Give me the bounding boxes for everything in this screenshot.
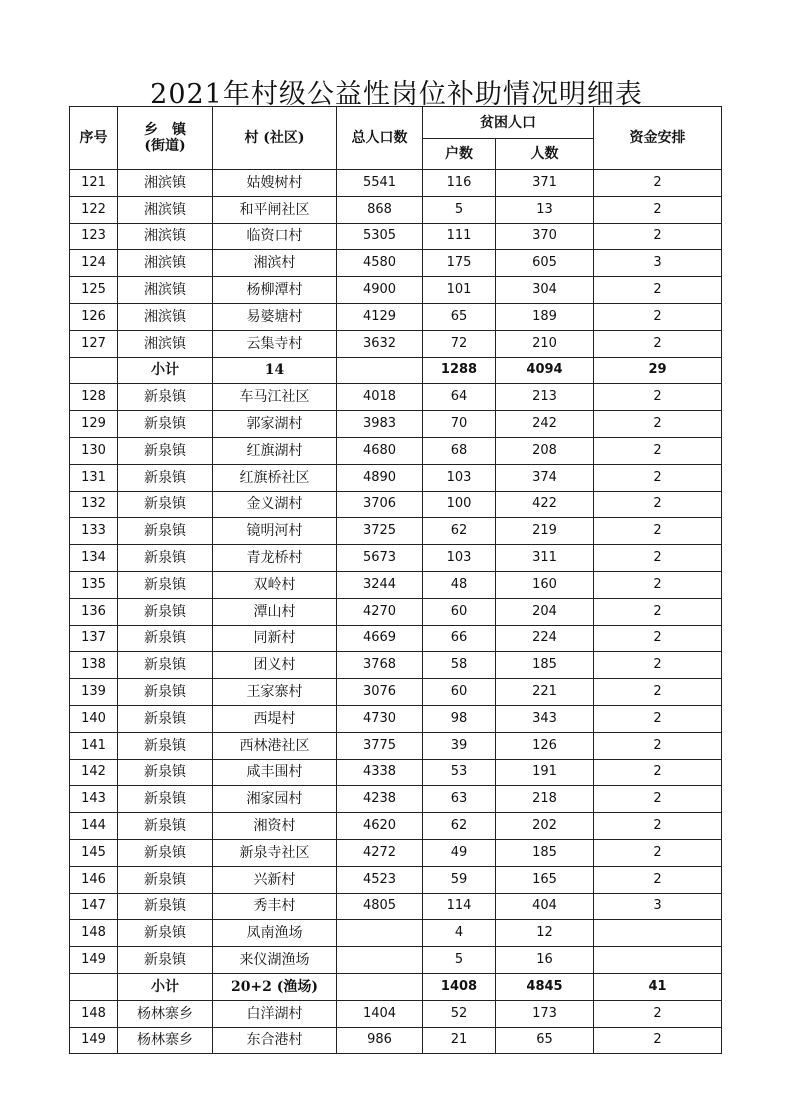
cell-seq: 144: [70, 813, 118, 840]
cell-funding: 2: [594, 625, 722, 652]
table-row: [70, 625, 722, 652]
cell-seq: 139: [70, 679, 118, 706]
cell-funding: 2: [594, 330, 722, 357]
table-row: [70, 679, 722, 706]
cell-households: 60: [423, 679, 496, 706]
table-row: [70, 223, 722, 250]
cell-total-pop: 986: [337, 1027, 423, 1054]
cell-people: 189: [496, 303, 594, 330]
table-row: [70, 491, 722, 518]
cell-funding: 2: [594, 705, 722, 732]
page-title: 2021年村级公益性岗位补助情况明细表: [150, 79, 643, 110]
cell-seq: 142: [70, 759, 118, 786]
cell-people: 371: [496, 170, 594, 197]
cell-village: 临资口村: [213, 223, 337, 250]
header-town-line2: (街道): [144, 138, 186, 154]
cell-funding: 2: [594, 732, 722, 759]
cell-village: 金义湖村: [213, 491, 337, 518]
cell-households: 60: [423, 598, 496, 625]
cell-town: 新泉镇: [118, 947, 213, 974]
cell-total-pop: 4730: [337, 705, 423, 732]
cell-town: 湘滨镇: [118, 330, 213, 357]
cell-people: 343: [496, 705, 594, 732]
cell-town: 新泉镇: [118, 518, 213, 545]
cell-people: 173: [496, 1000, 594, 1027]
cell-funding: 2: [594, 277, 722, 304]
cell-total-pop: 4338: [337, 759, 423, 786]
cell-people: 605: [496, 250, 594, 277]
header-seq: 序号: [70, 107, 118, 170]
cell-people: 370: [496, 223, 594, 250]
cell-total-pop: 4129: [337, 303, 423, 330]
cell-households: 111: [423, 223, 496, 250]
cell-seq: 122: [70, 196, 118, 223]
cell-total-pop: 4680: [337, 437, 423, 464]
cell-funding: 2: [594, 598, 722, 625]
cell-seq: 146: [70, 866, 118, 893]
cell-total-pop: 4580: [337, 250, 423, 277]
table-body: [70, 170, 722, 1054]
cell-seq: 148: [70, 920, 118, 947]
cell-households: 5: [423, 196, 496, 223]
cell-people: 204: [496, 598, 594, 625]
cell-village: 易婆塘村: [213, 303, 337, 330]
cell-funding: 3: [594, 250, 722, 277]
cell-total-pop: 868: [337, 196, 423, 223]
table-row: [70, 545, 722, 572]
table-row: [70, 250, 722, 277]
cell-funding: 2: [594, 652, 722, 679]
cell-funding: 2: [594, 196, 722, 223]
cell-funding: 2: [594, 1027, 722, 1054]
cell-households: 66: [423, 625, 496, 652]
subtotal-row: [70, 357, 722, 384]
cell-funding: 29: [594, 357, 722, 384]
cell-total-pop: [337, 973, 423, 1000]
cell-town: 新泉镇: [118, 813, 213, 840]
cell-village: 咸丰围村: [213, 759, 337, 786]
cell-total-pop: [337, 357, 423, 384]
cell-village: 同新村: [213, 625, 337, 652]
cell-total-pop: 3725: [337, 518, 423, 545]
table-row: [70, 759, 722, 786]
cell-seq: 127: [70, 330, 118, 357]
cell-seq: 136: [70, 598, 118, 625]
cell-people: 304: [496, 277, 594, 304]
cell-households: 1288: [423, 357, 496, 384]
cell-village: 东合港村: [213, 1027, 337, 1054]
cell-total-pop: 5305: [337, 223, 423, 250]
cell-people: 213: [496, 384, 594, 411]
cell-people: 202: [496, 813, 594, 840]
header-poor-pop: 贫困人口: [423, 107, 594, 139]
cell-village: 红旗湖村: [213, 437, 337, 464]
cell-seq: 130: [70, 437, 118, 464]
cell-village: 西堤村: [213, 705, 337, 732]
cell-village: 姑嫂树村: [213, 170, 337, 197]
header-people: 人数: [496, 139, 594, 170]
cell-households: 53: [423, 759, 496, 786]
cell-households: 1408: [423, 973, 496, 1000]
cell-village: 来仪湖渔场: [213, 947, 337, 974]
cell-village: 镜明河村: [213, 518, 337, 545]
cell-town: 湘滨镇: [118, 303, 213, 330]
table-row: [70, 786, 722, 813]
table-row: [70, 1000, 722, 1027]
cell-households: 21: [423, 1027, 496, 1054]
cell-town: 新泉镇: [118, 705, 213, 732]
cell-people: 218: [496, 786, 594, 813]
header-village: 村 (社区): [213, 107, 337, 170]
cell-village: 车马江社区: [213, 384, 337, 411]
cell-funding: 3: [594, 893, 722, 920]
cell-total-pop: 3632: [337, 330, 423, 357]
cell-seq: 145: [70, 839, 118, 866]
header-funding: 资金安排: [594, 107, 722, 170]
cell-town: 新泉镇: [118, 545, 213, 572]
cell-total-pop: 4270: [337, 598, 423, 625]
cell-village: 凤南渔场: [213, 920, 337, 947]
subsidy-table: [69, 106, 722, 1054]
cell-households: 58: [423, 652, 496, 679]
cell-town: 杨林寨乡: [118, 1027, 213, 1054]
cell-village: 王家寨村: [213, 679, 337, 706]
cell-town: 新泉镇: [118, 652, 213, 679]
cell-funding: 2: [594, 437, 722, 464]
table-row: [70, 464, 722, 491]
cell-village: 湘资村: [213, 813, 337, 840]
cell-town: 湘滨镇: [118, 223, 213, 250]
cell-village: 郭家湖村: [213, 411, 337, 438]
cell-funding: 2: [594, 303, 722, 330]
cell-households: 5: [423, 947, 496, 974]
cell-seq: 143: [70, 786, 118, 813]
cell-households: 68: [423, 437, 496, 464]
cell-total-pop: 3768: [337, 652, 423, 679]
cell-seq: 135: [70, 571, 118, 598]
cell-village: 团义村: [213, 652, 337, 679]
table-row: [70, 303, 722, 330]
cell-town: 新泉镇: [118, 679, 213, 706]
cell-town: 小计: [118, 357, 213, 384]
cell-town: 新泉镇: [118, 464, 213, 491]
cell-households: 49: [423, 839, 496, 866]
cell-seq: 129: [70, 411, 118, 438]
cell-people: 16: [496, 947, 594, 974]
cell-seq: [70, 973, 118, 1000]
cell-village: 双岭村: [213, 571, 337, 598]
cell-total-pop: 4805: [337, 893, 423, 920]
cell-funding: 2: [594, 518, 722, 545]
cell-town: 新泉镇: [118, 839, 213, 866]
cell-total-pop: 3706: [337, 491, 423, 518]
header-households: 户数: [423, 139, 496, 170]
table-row: [70, 813, 722, 840]
cell-people: 160: [496, 571, 594, 598]
cell-people: 65: [496, 1027, 594, 1054]
cell-people: 404: [496, 893, 594, 920]
cell-village: 云集寺村: [213, 330, 337, 357]
cell-village: 潭山村: [213, 598, 337, 625]
subtotal-row: [70, 973, 722, 1000]
cell-total-pop: 4238: [337, 786, 423, 813]
cell-funding: 2: [594, 679, 722, 706]
cell-village: 白洋湖村: [213, 1000, 337, 1027]
cell-seq: 148: [70, 1000, 118, 1027]
cell-funding: 41: [594, 973, 722, 1000]
cell-households: 175: [423, 250, 496, 277]
cell-people: 4094: [496, 357, 594, 384]
cell-households: 52: [423, 1000, 496, 1027]
table-row: [70, 652, 722, 679]
cell-total-pop: 4523: [337, 866, 423, 893]
cell-village: 湘家园村: [213, 786, 337, 813]
table-row: [70, 437, 722, 464]
cell-households: 103: [423, 545, 496, 572]
cell-seq: 140: [70, 705, 118, 732]
cell-funding: 2: [594, 839, 722, 866]
cell-seq: 128: [70, 384, 118, 411]
cell-village: 14: [213, 357, 337, 384]
cell-total-pop: 3244: [337, 571, 423, 598]
cell-village: 和平闸社区: [213, 196, 337, 223]
table-row: [70, 277, 722, 304]
cell-households: 100: [423, 491, 496, 518]
cell-seq: 137: [70, 625, 118, 652]
cell-people: 165: [496, 866, 594, 893]
cell-people: 4845: [496, 973, 594, 1000]
cell-total-pop: [337, 920, 423, 947]
cell-funding: 2: [594, 170, 722, 197]
table-row: [70, 598, 722, 625]
cell-village: 西林港社区: [213, 732, 337, 759]
cell-seq: 149: [70, 947, 118, 974]
cell-total-pop: 4669: [337, 625, 423, 652]
cell-households: 98: [423, 705, 496, 732]
cell-total-pop: 3775: [337, 732, 423, 759]
cell-town: 新泉镇: [118, 598, 213, 625]
header-town: [118, 107, 213, 170]
cell-total-pop: 4272: [337, 839, 423, 866]
table-header: [70, 107, 722, 170]
table-row: [70, 893, 722, 920]
cell-town: 新泉镇: [118, 759, 213, 786]
table-row: [70, 411, 722, 438]
cell-people: 12: [496, 920, 594, 947]
table-row: [70, 839, 722, 866]
cell-town: 新泉镇: [118, 384, 213, 411]
cell-town: 湘滨镇: [118, 196, 213, 223]
cell-funding: 2: [594, 1000, 722, 1027]
cell-total-pop: 4620: [337, 813, 423, 840]
cell-town: 新泉镇: [118, 920, 213, 947]
cell-funding: 2: [594, 545, 722, 572]
table-row: [70, 170, 722, 197]
cell-town: 湘滨镇: [118, 277, 213, 304]
cell-funding: 2: [594, 813, 722, 840]
cell-people: 311: [496, 545, 594, 572]
cell-households: 116: [423, 170, 496, 197]
cell-funding: 2: [594, 384, 722, 411]
cell-total-pop: 4890: [337, 464, 423, 491]
header-town-line1: 乡 镇: [144, 122, 186, 138]
cell-village: 秀丰村: [213, 893, 337, 920]
cell-seq: [70, 357, 118, 384]
cell-households: 48: [423, 571, 496, 598]
table-row: [70, 920, 722, 947]
cell-seq: 124: [70, 250, 118, 277]
table-row: [70, 196, 722, 223]
cell-households: 59: [423, 866, 496, 893]
cell-town: 新泉镇: [118, 866, 213, 893]
cell-people: 221: [496, 679, 594, 706]
cell-people: 185: [496, 839, 594, 866]
cell-total-pop: 4900: [337, 277, 423, 304]
cell-town: 新泉镇: [118, 893, 213, 920]
cell-village: 湘滨村: [213, 250, 337, 277]
cell-town: 湘滨镇: [118, 170, 213, 197]
cell-households: 65: [423, 303, 496, 330]
cell-people: 224: [496, 625, 594, 652]
table-row: [70, 732, 722, 759]
cell-seq: 133: [70, 518, 118, 545]
cell-village: 新泉寺社区: [213, 839, 337, 866]
table-row: [70, 947, 722, 974]
cell-town: 新泉镇: [118, 571, 213, 598]
cell-people: 126: [496, 732, 594, 759]
cell-seq: 134: [70, 545, 118, 572]
table-row: [70, 571, 722, 598]
cell-households: 62: [423, 518, 496, 545]
cell-total-pop: [337, 947, 423, 974]
cell-town: 湘滨镇: [118, 250, 213, 277]
cell-funding: 2: [594, 223, 722, 250]
cell-funding: 2: [594, 464, 722, 491]
cell-village: 兴新村: [213, 866, 337, 893]
cell-seq: 131: [70, 464, 118, 491]
cell-town: 新泉镇: [118, 625, 213, 652]
table-row: [70, 1027, 722, 1054]
cell-village: 杨柳潭村: [213, 277, 337, 304]
cell-households: 4: [423, 920, 496, 947]
cell-town: 杨林寨乡: [118, 1000, 213, 1027]
cell-people: 422: [496, 491, 594, 518]
table-row: [70, 384, 722, 411]
cell-seq: 147: [70, 893, 118, 920]
cell-total-pop: 5541: [337, 170, 423, 197]
cell-town: 小计: [118, 973, 213, 1000]
cell-town: 新泉镇: [118, 411, 213, 438]
header-total-pop: 总人口数: [337, 107, 423, 170]
cell-village: 红旗桥社区: [213, 464, 337, 491]
cell-total-pop: 1404: [337, 1000, 423, 1027]
cell-village: 20+2 (渔场): [213, 973, 337, 1000]
cell-people: 185: [496, 652, 594, 679]
cell-households: 63: [423, 786, 496, 813]
cell-seq: 138: [70, 652, 118, 679]
cell-funding: 2: [594, 866, 722, 893]
cell-people: 374: [496, 464, 594, 491]
cell-households: 101: [423, 277, 496, 304]
cell-seq: 126: [70, 303, 118, 330]
cell-funding: [594, 920, 722, 947]
cell-people: 13: [496, 196, 594, 223]
cell-town: 新泉镇: [118, 491, 213, 518]
cell-total-pop: 3076: [337, 679, 423, 706]
cell-total-pop: 3983: [337, 411, 423, 438]
cell-people: 210: [496, 330, 594, 357]
cell-town: 新泉镇: [118, 437, 213, 464]
cell-funding: 2: [594, 411, 722, 438]
cell-seq: 121: [70, 170, 118, 197]
cell-households: 64: [423, 384, 496, 411]
cell-town: 新泉镇: [118, 732, 213, 759]
table-row: [70, 518, 722, 545]
cell-total-pop: 5673: [337, 545, 423, 572]
cell-village: 青龙桥村: [213, 545, 337, 572]
cell-households: 39: [423, 732, 496, 759]
table-row: [70, 866, 722, 893]
cell-seq: 123: [70, 223, 118, 250]
cell-households: 62: [423, 813, 496, 840]
table-row: [70, 330, 722, 357]
cell-total-pop: 4018: [337, 384, 423, 411]
cell-households: 114: [423, 893, 496, 920]
cell-seq: 132: [70, 491, 118, 518]
cell-funding: 2: [594, 786, 722, 813]
cell-people: 208: [496, 437, 594, 464]
cell-funding: 2: [594, 571, 722, 598]
table-row: [70, 705, 722, 732]
cell-seq: 141: [70, 732, 118, 759]
cell-funding: 2: [594, 491, 722, 518]
cell-people: 191: [496, 759, 594, 786]
cell-funding: [594, 947, 722, 974]
cell-seq: 125: [70, 277, 118, 304]
cell-town: 新泉镇: [118, 786, 213, 813]
cell-people: 242: [496, 411, 594, 438]
cell-funding: 2: [594, 759, 722, 786]
cell-people: 219: [496, 518, 594, 545]
cell-households: 70: [423, 411, 496, 438]
cell-households: 72: [423, 330, 496, 357]
cell-seq: 149: [70, 1027, 118, 1054]
cell-households: 103: [423, 464, 496, 491]
